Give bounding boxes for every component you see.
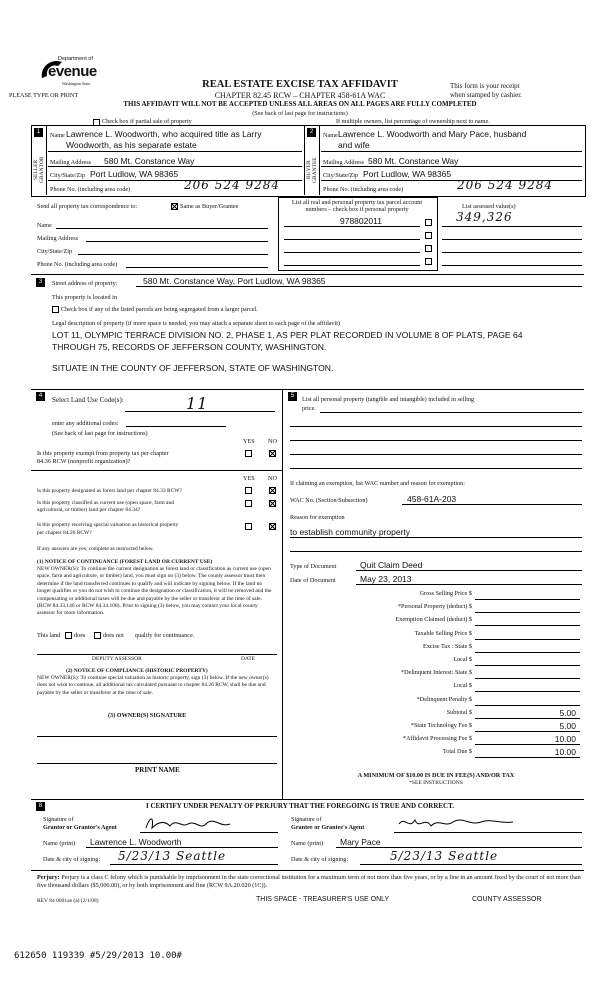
land-use-see-back: (See back of last page for instructions)	[52, 430, 148, 437]
yes-header-1: YES	[243, 438, 255, 445]
yes-header-2: YES	[243, 475, 255, 482]
tax-row-value[interactable]: 5.00	[559, 721, 576, 731]
exempt-no-checkbox[interactable]	[269, 450, 276, 457]
segregated-label: Check box if any of the listed parcels are being segregated from a larger parcel.	[61, 306, 258, 313]
seller-label: SELLER GRANTOR	[33, 156, 45, 184]
grantor-signature[interactable]	[140, 812, 275, 834]
tax-row-label: *Personal Property (deduct) $	[397, 603, 472, 611]
multiple-owners-note: If multiple owners, list percentage of ownership next to name.	[336, 118, 490, 125]
tax-row-label: Excise Tax : State $	[423, 642, 472, 650]
grantee-signature[interactable]	[395, 812, 535, 834]
buyer-name-2[interactable]: and wife	[338, 140, 370, 150]
personal-property-label-1: List all personal property (tangible and intangible) included in selling	[302, 396, 475, 403]
tax-row-label: *State Technology Fee $	[410, 722, 472, 729]
no-header-2: NO	[268, 475, 277, 482]
seller-phone[interactable]: 206 524 9284	[184, 178, 280, 192]
tax-row-label: Gross Selling Price $	[419, 590, 472, 597]
corr-city-label: City/State/Zip	[37, 248, 73, 255]
print-name-label: PRINT NAME	[135, 766, 180, 774]
q-historic-2: per chapter 84.26 RCW?	[37, 530, 92, 536]
does-not-checkbox[interactable]	[94, 632, 101, 639]
tax-row-label: *Delinquent Penalty $	[416, 695, 472, 703]
perjury-label: Perjury:	[37, 874, 60, 881]
notice2-body: NEW OWNER(S): To continue special valuation as historic property, sign (3) below. If the new owner(s) does not wish to continue, all additional tax calculated pursuant to chapter 84.26 RCW, shall be due and payable by the seller or transferor at the time of sale.	[37, 675, 269, 696]
corr-name-label: Name	[37, 222, 52, 229]
if-yes-note: If any answers are yes, complete as instructed below.	[37, 546, 154, 552]
logo-state: Washington State	[62, 81, 91, 86]
minimum-note: A MINIMUM OF $10.00 IS DUE IN FEE(S) AND/OR TAX	[357, 772, 515, 779]
exemption-reason[interactable]: to establish community property	[290, 527, 410, 537]
exempt-yes-checkbox[interactable]	[245, 450, 252, 457]
parcel-2-personal-checkbox[interactable]	[425, 232, 432, 239]
seller-phone-label: Phone No. (including area code)	[50, 186, 131, 193]
grantee-sig-label-1: Signature of	[291, 816, 322, 823]
assessed-header: List assessed value(s)	[462, 203, 516, 210]
land-use-code[interactable]: 11	[186, 394, 209, 413]
grantee-agent-label: Grantee or Grantee's Agent	[291, 824, 365, 831]
q-historic-1: Is this property receiving special valuation as historical property	[37, 522, 179, 528]
buyer-label: BUYER GRANTEE	[306, 157, 318, 183]
legal-line-3[interactable]: SITUATE IN THE COUNTY OF JEFFERSON, STATE OF WASHINGTON.	[52, 363, 334, 373]
grantor-agent-label: Grantor or Grantor's Agent	[43, 824, 117, 831]
perjury-text: Perjury is a class C felony which is punishable by imprisonment in the state correctional institution for a maximum term of not more than five years, or by a fine in an amount fixed by the court of not more than five thousand dollars ($5,000.00), or by both imprisonment and fine (RCW 9A.20.020 (1C)).	[37, 874, 581, 889]
buyer-city-label: City/State/Zip	[323, 172, 359, 179]
receipt-note-2: when stamped by cashier.	[450, 91, 522, 99]
q-exempt-2: 84.36 RCW (nonprofit organization)?	[37, 458, 131, 465]
current-no-checkbox[interactable]	[269, 500, 276, 507]
buyer-city[interactable]: Port Ludlow, WA 98365	[363, 169, 452, 179]
partial-sale-label: Check box if partial sale of property	[102, 118, 192, 125]
additional-codes-label: enter any additional codes:	[52, 420, 119, 427]
does-not-label: does not	[103, 632, 124, 639]
buyer-name-label: Name	[323, 132, 338, 139]
buyer-name-1[interactable]: Lawrence L. Woodworth and Mary Pace, husband	[338, 129, 527, 139]
grantor-date-city[interactable]: 5/23/13 Seattle	[118, 849, 227, 863]
reason-label: Reason for exemption	[290, 514, 345, 521]
grantor-date-label: Date & city of signing:	[43, 856, 101, 863]
notice1-title: (1) NOTICE OF CONTINUANCE (FOREST LAND OR CURRENT USE)	[37, 559, 213, 565]
notice2-title: (2) NOTICE OF COMPLIANCE (HISTORIC PROPERTY)	[66, 668, 208, 674]
tax-table	[290, 590, 582, 762]
q-current-1: Is this property classified as current use (open space, farm and	[37, 500, 174, 506]
forest-no-checkbox[interactable]	[269, 487, 276, 494]
tax-row-label: Exemption Claimed (deduct) $	[395, 616, 472, 624]
tax-row-label: Local $	[453, 682, 472, 690]
logo-dept: Department of	[58, 56, 93, 62]
current-yes-checkbox[interactable]	[245, 500, 252, 507]
tax-row-label: *Delinquent Interest: State $	[401, 669, 472, 677]
seller-name-2[interactable]: Woodworth, as his separate estate	[66, 140, 197, 150]
doc-type[interactable]: Quit Claim Deed	[360, 560, 423, 570]
grantee-name[interactable]: Mary Pace	[340, 837, 381, 847]
forest-yes-checkbox[interactable]	[245, 487, 252, 494]
form-number: REV 84 0001ae (a) (2/1/08)	[37, 898, 99, 904]
parcel-3-personal-checkbox[interactable]	[425, 245, 432, 252]
qualify-label: qualify for continuance.	[135, 632, 195, 639]
section-2-marker: 2	[307, 128, 316, 137]
parcel-4-personal-checkbox[interactable]	[425, 258, 432, 265]
section-5-marker: 5	[288, 392, 297, 401]
see-back: (See back of last page for instructions)	[252, 110, 348, 117]
legal-label: Legal description of property (if more space is needed, you may attach a separate sheet to each page of the affidavit)	[52, 320, 340, 327]
section-8-marker: 8	[36, 802, 45, 811]
parcel-header-1: List all real and personal property tax parcel account	[291, 199, 423, 206]
form-chapter: CHAPTER 82.45 RCW – CHAPTER 458-61A WAC	[214, 91, 386, 100]
doc-type-label: Type of Document	[290, 563, 337, 570]
seller-name-1[interactable]: Lawrence L. Woodworth, who acquired title as Larry	[66, 129, 262, 139]
grantor-sig-label-1: Signature of	[43, 816, 74, 823]
grantee-name-label: Name (print)	[291, 840, 324, 847]
logo-text: evenue	[48, 63, 97, 80]
q-exempt-1: Is this property exempt from property tax per chapter	[37, 450, 169, 457]
perjury-note	[37, 874, 582, 890]
does-label: does	[74, 632, 86, 639]
does-checkbox[interactable]	[65, 632, 72, 639]
recording-stamp: 612650 119339 #5/29/2013 10.00#	[14, 951, 182, 961]
seller-mailing-label: Mailing Address	[50, 159, 92, 166]
tax-row-value[interactable]: 10.00	[554, 747, 576, 758]
doc-date[interactable]: May 23, 2013	[360, 574, 412, 584]
tax-row-label: Subtotal $	[446, 708, 472, 716]
treasurer-use: THIS SPACE - TREASURER'S USE ONLY	[256, 896, 390, 903]
seller-name-label: Name	[50, 132, 65, 139]
segregated-checkbox[interactable]	[52, 306, 59, 313]
correspondence-label: Send all property tax correspondence to:	[37, 203, 138, 210]
assessed-value[interactable]: 349,326	[456, 210, 513, 224]
exemption-intro: If claiming an exemption, list WAC number and reason for exemption:	[290, 480, 465, 487]
buyer-phone[interactable]: 206 524 9284	[457, 178, 553, 192]
section-3-marker: 3	[36, 278, 45, 287]
land-use-label: Select Land Use Code(s):	[52, 396, 124, 404]
street-label: Street address of property:	[52, 280, 118, 287]
street-address[interactable]: 580 Mt. Constance Way, Port Ludlow, WA 98365	[143, 276, 326, 286]
personal-property-label-2: price.	[302, 405, 316, 412]
certify-statement: I CERTIFY UNDER PENALTY OF PERJURY THAT THE FOREGOING IS TRUE AND CORRECT.	[145, 802, 454, 810]
q-current-2: agricultural, or timber) land per chapter 84.34?	[37, 507, 141, 513]
tax-row-value[interactable]: 10.00	[554, 734, 576, 745]
buyer-mailing-label: Mailing Address	[323, 159, 365, 166]
q-forest: Is this property designated as forest land per chapter 84.33 RCW?	[37, 488, 182, 494]
no-header-1: NO	[268, 438, 277, 445]
grantee-date-label: Date & city of signing:	[291, 856, 349, 863]
historic-no-checkbox[interactable]	[269, 523, 276, 530]
section-4-marker: 4	[36, 392, 45, 401]
wac-label: WAC No. (Section/Subsection)	[290, 497, 368, 504]
parcel-number[interactable]: 978802011	[340, 216, 382, 226]
see-instructions: *SEE INSTRUCTIONS	[409, 780, 463, 786]
parcel-1-personal-checkbox[interactable]	[425, 219, 432, 226]
this-land-label: This land	[37, 632, 61, 639]
county-assessor: COUNTY ASSESSOR	[472, 896, 542, 903]
seller-mailing[interactable]: 580 Mt. Constance Way	[104, 156, 195, 166]
buyer-mailing[interactable]: 580 Mt. Constance Way	[368, 156, 459, 166]
tax-row-value[interactable]: 5.00	[559, 707, 576, 718]
historic-yes-checkbox[interactable]	[245, 523, 252, 530]
receipt-note-1: This form is your receipt	[450, 82, 520, 90]
grantor-name-label: Name (print)	[43, 840, 76, 847]
grantor-name[interactable]: Lawrence L. Woodworth	[90, 837, 182, 847]
tax-row-label: Local $	[453, 656, 472, 663]
form-warning: THIS AFFIDAVIT WILL NOT BE ACCEPTED UNLESS ALL AREAS ON ALL PAGES ARE FULLY COMPLETED	[123, 100, 477, 108]
deputy-assessor-label: DEPUTY ASSESSOR	[92, 656, 142, 662]
same-as-buyer-checkbox[interactable]	[171, 203, 178, 210]
tax-row-label: *Affidavit Processing Fee $	[402, 735, 472, 743]
section-1-marker: 1	[34, 128, 43, 137]
owner-signature-label: (3) OWNER(S) SIGNATURE	[108, 712, 187, 719]
grantee-date-city[interactable]: 5/23/13 Seattle	[390, 849, 499, 863]
parcel-header-2: numbers – check box if personal property	[305, 206, 409, 213]
buyer-phone-label: Phone No. (including area code)	[323, 186, 404, 193]
located-in: This property is located in	[52, 294, 117, 301]
tax-row-label: Taxable Selling Price $	[414, 629, 472, 637]
please-type: PLEASE TYPE OR PRINT	[9, 92, 79, 99]
seller-city-label: City/State/Zip	[50, 172, 86, 179]
deputy-date-label: DATE	[241, 656, 256, 662]
doc-date-label: Date of Document	[290, 577, 336, 584]
tax-row-label: Total Due $	[442, 748, 472, 756]
seller-city[interactable]: Port Ludlow, WA 98365	[90, 169, 179, 179]
legal-line-2[interactable]: THROUGH 75, RECORDS OF JEFFERSON COUNTY, WASHINGTON.	[52, 342, 327, 352]
legal-line-1[interactable]: LOT 11, OLYMPIC TERRACE DIVISION NO. 2, PHASE 1, AS PER PLAT RECORDED IN VOLUME 8 OF PLATS, PAGE 64	[52, 330, 523, 340]
corr-phone-label: Phone No. (including area code)	[37, 261, 118, 268]
notice1-body: NEW OWNER(S): To continue the current designation as forest land or classification as current use (open space, farm and agriculture, or timber) land, you must sign on (3) below. The county assessor must then determine if the land transferred continues to qualify and will indicate by signing below. If the land no longer qualifies or you do not wish to continue the designation or classification, it will be removed and the compensating or additional taxes will be due and payable by the seller or transferor at the time of sale. (RCW 84.33.140 or RCW 84.34.108). Prior to signing (3) below, you may contact your local county assessor for more information.	[37, 566, 272, 617]
corr-mailing-label: Mailing Address	[37, 235, 79, 242]
form-title: REAL ESTATE EXCISE TAX AFFIDAVIT	[202, 79, 398, 90]
wac-number[interactable]: 458-61A-203	[407, 494, 457, 504]
same-as-buyer-label: Same as Buyer/Grantee	[180, 203, 239, 210]
